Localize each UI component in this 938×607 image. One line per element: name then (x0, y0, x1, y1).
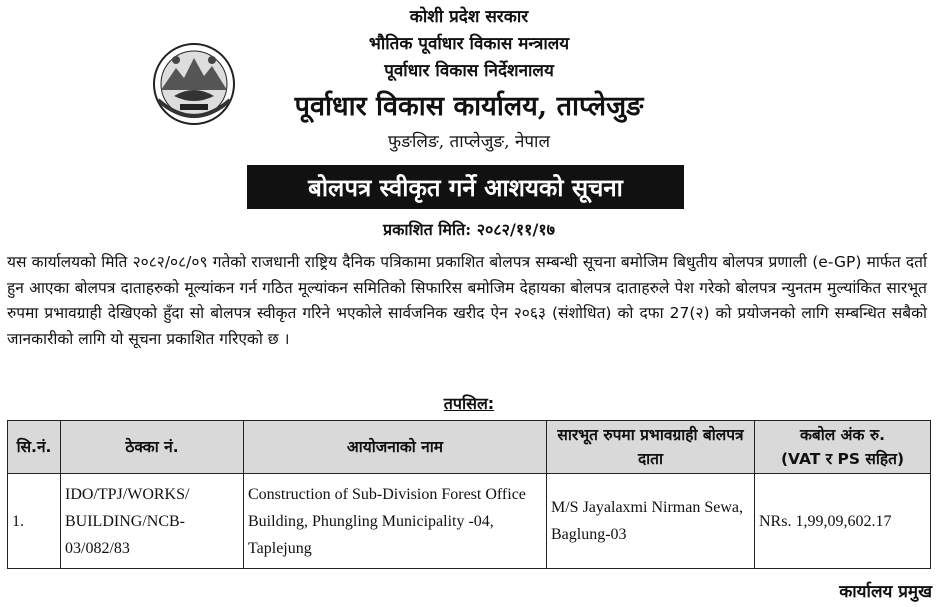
th-amount (755, 421, 931, 474)
notice-title-banner: बोलपत्र स्वीकृत गर्ने आशयको सूचना (247, 165, 684, 209)
cell-contract-no: IDO/TPJ/WORKS/ BUILDING/NCB- 03/082/83 (61, 474, 244, 569)
table-row (8, 474, 931, 569)
th-bidder: सारभूत रुपमा प्रभावग्राही बोलपत्र दाता (547, 421, 755, 474)
details-heading: तपसिल: (443, 394, 495, 413)
office-address: फुङलिङ, ताप्लेजुङ, नेपाल (388, 132, 550, 152)
th-contract-no: ठेक्का नं. (61, 421, 244, 474)
table-header-row (8, 421, 931, 474)
nepal-emblem-icon (148, 40, 240, 128)
header-line-2: भौतिक पूर्वाधार विकास मन्त्रालय (368, 34, 570, 54)
office-title: पूर्वाधार विकास कार्यालय, ताप्लेजुङ (294, 91, 644, 122)
cell-amount: NRs. 1,99,09,602.17 (755, 474, 931, 569)
th-amount-line2: (VAT र PS सहित) (780, 450, 905, 468)
cell-bidder: M/S Jayalaxmi Nirman Sewa, Baglung-03 (547, 474, 755, 569)
cell-sn: 1. (8, 474, 61, 569)
th-project: आयोजनाको नाम (244, 421, 547, 474)
header-line-1: कोशी प्रदेश सरकार (409, 7, 529, 27)
published-date: प्रकाशित मिति: २०८२/११/१७ (383, 220, 555, 239)
bid-table (7, 420, 931, 569)
cell-project: Construction of Sub-Division Forest Office Building, Phungling Municipality -04, Taplejung (244, 474, 547, 569)
office-chief-signature: कार्यालय प्रमुख (839, 582, 932, 602)
notice-body: यस कार्यालयको मिति २०८२/०८/०९ गतेको राजधानी राष्ट्रिय दैनिक पत्रिकामा प्रकाशित बोलपत्र सम्बन्धी सूचना बमोजिम बिधुतीय बोलपत्र प्रणाली (e-GP) मार्फत दर्ता हुन आएका बोलपत्र दाताहरुको मूल्यांकन गर्न गठित मूल्यांकन समितिको सिफारिस बमोजिम देहायका बोलपत्र दाताहरुले पेश गरेको बोलपत्र न्युनतम मुल्यांकित सारभूत रुपमा प्रभावग्राही देखिएको हुँदा सो बोलपत्र स्वीकृत गरिने भएकोले सार्वजनिक खरीद ऐन २०६३ (संशोधित) को दफा 27(२) को प्रयोजनको लागि सम्बन्धित सबैको जानकारीको लागि यो सूचना प्रकाशित गरिएको छ । (7, 253, 927, 348)
th-sn: सि.नं. (8, 421, 61, 474)
header-line-3: पूर्वाधार विकास निर्देशनालय (384, 61, 554, 81)
th-amount-line1: कबोल अंक रु. (800, 426, 885, 444)
